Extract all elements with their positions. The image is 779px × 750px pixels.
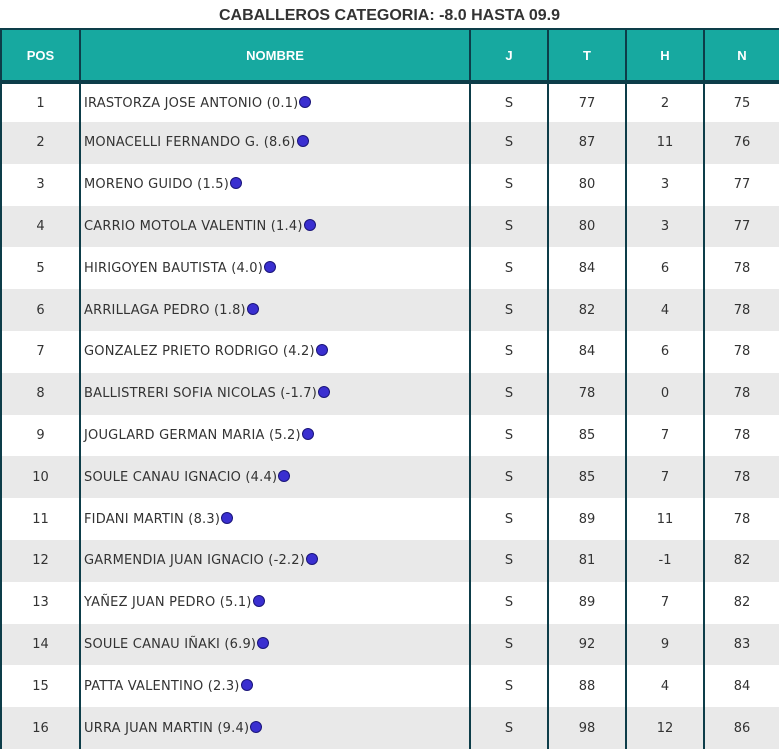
cell-j-text: S	[504, 218, 514, 234]
cell-pos	[1, 415, 80, 457]
cell-h	[626, 164, 704, 206]
cell-t-text: 85	[578, 427, 596, 443]
table-row[interactable]	[1, 624, 779, 666]
cell-player-name	[80, 373, 470, 415]
column-header-t[interactable]: T	[548, 29, 626, 82]
cell-h-text: 0	[660, 386, 670, 402]
cell-n-text: 78	[733, 260, 751, 276]
cell-player-name	[80, 247, 470, 289]
cell-player-name-text: SOULE CANAU IGNACIO (4.4)	[84, 469, 278, 485]
cell-n	[704, 331, 779, 373]
cell-pos	[1, 206, 80, 248]
cell-pos	[1, 582, 80, 624]
cell-t	[548, 498, 626, 540]
cell-player-name-text: CARRIO MOTOLA VALENTIN (1.4)	[84, 218, 303, 234]
cell-pos	[1, 498, 80, 540]
cell-n	[704, 82, 779, 122]
cell-j-text: S	[504, 678, 514, 694]
player-status-dot-icon	[318, 386, 330, 398]
table-row[interactable]	[1, 540, 779, 582]
cell-j-text: S	[504, 344, 514, 360]
cell-n-text: 82	[733, 595, 751, 611]
cell-j	[470, 373, 548, 415]
cell-n-text: 78	[733, 511, 751, 527]
cell-player-name	[80, 624, 470, 666]
player-status-dot-icon	[247, 303, 259, 315]
cell-player-name-text: GARMENDIA JUAN IGNACIO (-2.2)	[84, 553, 306, 569]
cell-h-text: 9	[660, 636, 670, 652]
cell-h-text: 6	[660, 344, 670, 360]
cell-h-text: 2	[660, 95, 670, 111]
cell-n-text: 84	[733, 678, 751, 694]
cell-n	[704, 707, 779, 749]
player-status-dot-icon	[304, 219, 316, 231]
cell-t	[548, 624, 626, 666]
cell-t-text: 98	[578, 720, 596, 736]
player-status-dot-icon	[306, 553, 318, 565]
cell-h-text: 6	[660, 260, 670, 276]
cell-n	[704, 582, 779, 624]
cell-t-text: 89	[578, 511, 596, 527]
cell-n	[704, 498, 779, 540]
cell-pos-text: 2	[36, 135, 45, 151]
cell-pos	[1, 82, 80, 122]
cell-n-text: 83	[733, 636, 751, 652]
table-row[interactable]	[1, 164, 779, 206]
table-row[interactable]	[1, 247, 779, 289]
cell-pos	[1, 247, 80, 289]
cell-pos	[1, 331, 80, 373]
cell-j	[470, 164, 548, 206]
cell-player-name	[80, 164, 470, 206]
cell-h-text: 4	[660, 302, 670, 318]
cell-n	[704, 624, 779, 666]
cell-player-name	[80, 665, 470, 707]
cell-n	[704, 164, 779, 206]
cell-j-text: S	[504, 177, 514, 193]
cell-t	[548, 164, 626, 206]
cell-player-name-text: SOULE CANAU IÑAKI (6.9)	[84, 636, 257, 652]
cell-n	[704, 373, 779, 415]
cell-h	[626, 707, 704, 749]
cell-pos-text: 10	[32, 469, 49, 485]
cell-player-name-text: IRASTORZA JOSE ANTONIO (0.1)	[84, 95, 299, 111]
cell-pos-text: 15	[32, 678, 49, 694]
cell-t	[548, 707, 626, 749]
cell-pos	[1, 624, 80, 666]
cell-j	[470, 540, 548, 582]
cell-n-text: 78	[733, 302, 751, 318]
cell-n-text: 77	[733, 218, 751, 234]
cell-j-text: S	[504, 720, 514, 736]
cell-t-text: 85	[578, 469, 596, 485]
cell-player-name	[80, 582, 470, 624]
cell-n	[704, 206, 779, 248]
cell-j-text: S	[504, 595, 514, 611]
cell-h	[626, 456, 704, 498]
cell-h-text: 3	[660, 218, 670, 234]
cell-pos-text: 7	[36, 344, 45, 360]
cell-pos-text: 11	[32, 511, 49, 527]
cell-pos-text: 16	[32, 720, 49, 736]
cell-h	[626, 373, 704, 415]
cell-pos-text: 4	[36, 218, 45, 234]
cell-j-text: S	[504, 386, 514, 402]
cell-j-text: S	[504, 135, 514, 151]
player-status-dot-icon	[221, 512, 233, 524]
cell-j-text: S	[504, 302, 514, 318]
table-row[interactable]	[1, 289, 779, 331]
cell-player-name	[80, 456, 470, 498]
cell-player-name-text: GONZALEZ PRIETO RODRIGO (4.2)	[84, 344, 315, 360]
cell-t-text: 77	[578, 95, 596, 111]
cell-pos-text: 1	[36, 95, 45, 111]
cell-h	[626, 665, 704, 707]
cell-pos	[1, 289, 80, 331]
table-row[interactable]	[1, 665, 779, 707]
cell-j-text: S	[504, 636, 514, 652]
cell-player-name-text: JOUGLARD GERMAN MARIA (5.2)	[84, 427, 301, 443]
cell-h-text: 7	[660, 427, 670, 443]
cell-j	[470, 498, 548, 540]
cell-player-name	[80, 206, 470, 248]
cell-t-text: 87	[578, 135, 596, 151]
cell-t-text: 82	[578, 302, 596, 318]
cell-player-name-text: HIRIGOYEN BAUTISTA (4.0)	[84, 260, 264, 276]
cell-t	[548, 289, 626, 331]
cell-pos-text: 6	[36, 302, 45, 318]
cell-n	[704, 540, 779, 582]
table-row[interactable]	[1, 373, 779, 415]
table-row[interactable]	[1, 456, 779, 498]
cell-j	[470, 624, 548, 666]
cell-h	[626, 331, 704, 373]
cell-h	[626, 582, 704, 624]
cell-t	[548, 415, 626, 457]
cell-h-text: -1	[658, 553, 672, 569]
cell-player-name-text: URRA JUAN MARTIN (9.4)	[84, 720, 250, 736]
cell-pos-text: 14	[32, 636, 49, 652]
column-header-j[interactable]: J	[470, 29, 548, 82]
cell-t-text: 81	[578, 553, 596, 569]
table-row[interactable]	[1, 415, 779, 457]
cell-j	[470, 456, 548, 498]
table-row[interactable]	[1, 707, 779, 749]
cell-t-text: 92	[578, 636, 596, 652]
cell-t-text: 80	[578, 218, 596, 234]
results-table	[0, 28, 779, 749]
cell-n	[704, 665, 779, 707]
cell-j-text: S	[504, 95, 514, 111]
cell-n-text: 78	[733, 344, 751, 360]
table-title: CABALLEROS CATEGORIA: -8.0 HASTA 09.9	[218, 7, 561, 24]
cell-h-text: 3	[660, 177, 670, 193]
cell-pos-text: 13	[32, 595, 49, 611]
cell-j	[470, 331, 548, 373]
cell-t	[548, 456, 626, 498]
cell-j-text: S	[504, 260, 514, 276]
cell-h	[626, 206, 704, 248]
cell-player-name	[80, 707, 470, 749]
cell-pos-text: 5	[36, 260, 45, 276]
table-row[interactable]	[1, 331, 779, 373]
cell-pos-text: 3	[36, 177, 45, 193]
cell-t-text: 84	[578, 260, 596, 276]
cell-t	[548, 82, 626, 122]
cell-player-name-text: ARRILLAGA PEDRO (1.8)	[84, 302, 246, 318]
column-header-pos[interactable]: POS	[1, 29, 80, 82]
cell-j-text: S	[504, 427, 514, 443]
cell-j	[470, 82, 548, 122]
cell-n-text: 82	[733, 553, 751, 569]
table-body	[1, 82, 779, 749]
cell-h-text: 7	[660, 595, 670, 611]
cell-pos	[1, 122, 80, 164]
cell-n-text: 77	[733, 177, 751, 193]
cell-h	[626, 624, 704, 666]
cell-j-text: S	[504, 511, 514, 527]
cell-t	[548, 373, 626, 415]
cell-player-name-text: MORENO GUIDO (1.5)	[84, 177, 230, 193]
player-status-dot-icon	[316, 344, 328, 356]
table-row[interactable]	[1, 206, 779, 248]
cell-player-name	[80, 540, 470, 582]
cell-h	[626, 82, 704, 122]
header-row	[1, 29, 779, 82]
cell-h-text: 7	[660, 469, 670, 485]
cell-t	[548, 540, 626, 582]
table-row[interactable]	[1, 82, 779, 122]
table-row[interactable]	[1, 122, 779, 164]
cell-h	[626, 540, 704, 582]
cell-t-text: 84	[578, 344, 596, 360]
cell-pos-text: 9	[36, 427, 45, 443]
cell-t	[548, 122, 626, 164]
cell-j	[470, 665, 548, 707]
cell-n	[704, 122, 779, 164]
cell-j	[470, 289, 548, 331]
player-status-dot-icon	[257, 637, 269, 649]
cell-player-name	[80, 82, 470, 122]
cell-n-text: 78	[733, 427, 751, 443]
cell-t-text: 89	[578, 595, 596, 611]
cell-t	[548, 247, 626, 289]
cell-t-text: 88	[578, 678, 596, 694]
cell-n	[704, 247, 779, 289]
player-status-dot-icon	[241, 679, 253, 691]
cell-h	[626, 289, 704, 331]
cell-h-text: 12	[656, 720, 674, 736]
table-row[interactable]	[1, 498, 779, 540]
cell-j	[470, 582, 548, 624]
cell-player-name-text: PATTA VALENTINO (2.3)	[84, 678, 240, 694]
player-status-dot-icon	[302, 428, 314, 440]
cell-h	[626, 122, 704, 164]
column-header-h[interactable]: H	[626, 29, 704, 82]
cell-n-text: 86	[733, 720, 751, 736]
cell-j-text: S	[504, 553, 514, 569]
cell-player-name-text: FIDANI MARTIN (8.3)	[84, 511, 221, 527]
cell-h	[626, 415, 704, 457]
cell-n-text: 78	[733, 469, 751, 485]
cell-t	[548, 206, 626, 248]
cell-pos	[1, 373, 80, 415]
cell-h-text: 11	[656, 511, 674, 527]
table-header	[1, 29, 779, 82]
cell-n	[704, 456, 779, 498]
cell-player-name	[80, 331, 470, 373]
cell-h-text: 11	[656, 135, 674, 151]
cell-player-name	[80, 498, 470, 540]
table-row[interactable]	[1, 582, 779, 624]
cell-pos	[1, 164, 80, 206]
player-status-dot-icon	[264, 261, 276, 273]
cell-n	[704, 289, 779, 331]
cell-j	[470, 122, 548, 164]
cell-player-name	[80, 122, 470, 164]
cell-player-name-text: BALLISTRERI SOFIA NICOLAS (-1.7)	[84, 386, 317, 402]
player-status-dot-icon	[230, 177, 242, 189]
cell-t-text: 80	[578, 177, 596, 193]
cell-n-text: 75	[733, 95, 751, 111]
cell-player-name-text: YAÑEZ JUAN PEDRO (5.1)	[84, 595, 252, 611]
cell-j	[470, 707, 548, 749]
cell-pos	[1, 540, 80, 582]
cell-n	[704, 415, 779, 457]
cell-pos	[1, 707, 80, 749]
cell-j	[470, 415, 548, 457]
player-status-dot-icon	[278, 470, 290, 482]
player-status-dot-icon	[250, 721, 262, 733]
cell-player-name	[80, 415, 470, 457]
cell-n-text: 76	[733, 135, 751, 151]
cell-h	[626, 498, 704, 540]
cell-player-name	[80, 289, 470, 331]
player-status-dot-icon	[297, 135, 309, 147]
cell-j-text: S	[504, 469, 514, 485]
column-header-n[interactable]: N	[704, 29, 779, 82]
cell-pos-text: 8	[36, 386, 45, 402]
cell-n-text: 78	[733, 386, 751, 402]
cell-h-text: 4	[660, 678, 670, 694]
player-status-dot-icon	[253, 595, 265, 607]
cell-t	[548, 331, 626, 373]
cell-t	[548, 582, 626, 624]
column-header-nombre[interactable]: NOMBRE	[80, 29, 470, 82]
cell-j	[470, 247, 548, 289]
cell-t	[548, 665, 626, 707]
cell-pos-text: 12	[32, 553, 49, 569]
cell-pos	[1, 456, 80, 498]
cell-player-name-text: MONACELLI FERNANDO G. (8.6)	[84, 135, 296, 151]
cell-j	[470, 206, 548, 248]
cell-h	[626, 247, 704, 289]
cell-t-text: 78	[578, 386, 596, 402]
player-status-dot-icon	[299, 96, 311, 108]
cell-pos	[1, 665, 80, 707]
